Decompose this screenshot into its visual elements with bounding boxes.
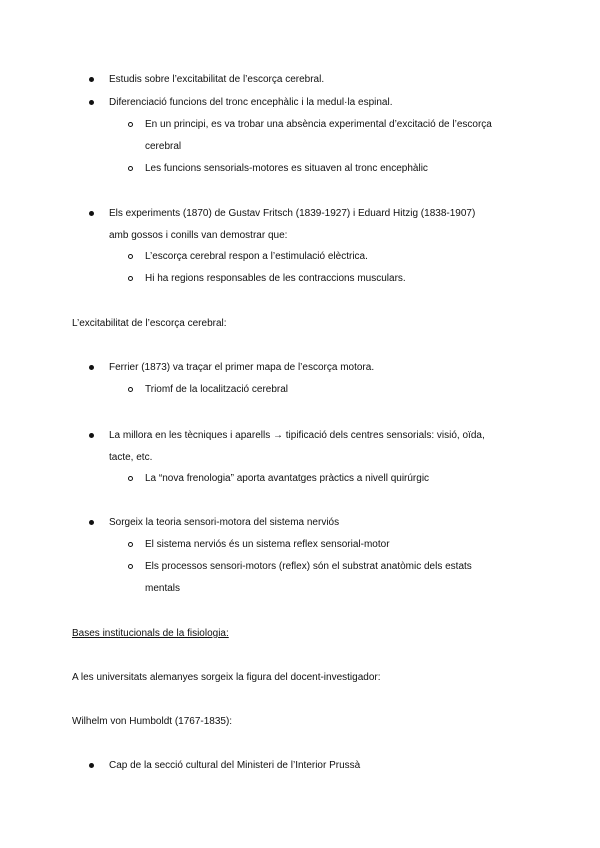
sub-list-item: El sistema nerviós és un sistema reflex sensorial-motor (145, 539, 390, 550)
sub-bullet-icon (128, 564, 133, 569)
bullet-icon (89, 433, 94, 438)
list-item: Sorgeix la teoria sensori-motora del sistema nerviós (109, 517, 340, 528)
list-item: Diferenciació funcions del tronc encephàlic i la medul·la espinal. (109, 97, 393, 108)
list-item: Cap de la secció cultural del Ministeri de l’Interior Prussà (109, 760, 361, 771)
bullet-icon (89, 365, 94, 370)
bullet-icon (89, 100, 94, 105)
sub-bullet-icon (128, 387, 133, 392)
sub-bullet-icon (128, 122, 133, 127)
bullet-icon (89, 77, 94, 82)
paragraph: Wilhelm von Humboldt (1767-1835): (72, 716, 233, 727)
sub-list-item: Hi ha regions responsables de les contraccions musculars. (145, 273, 406, 284)
sub-list-item-continuation: cerebral (145, 141, 182, 152)
sub-list-item: Triomf de la localització cerebral (145, 384, 289, 395)
sub-bullet-icon (128, 476, 133, 481)
sub-list-item: La “nova frenologia” aporta avantatges pràctics a nivell quirúrgic (145, 473, 430, 484)
section-heading: L’excitabilitat de l’escorça cerebral: (72, 318, 227, 329)
sub-list-item: Les funcions sensorials-motores es situaven al tronc encephàlic (145, 163, 428, 174)
sub-bullet-icon (128, 166, 133, 171)
list-item: La millora en les tècniques i aparells → tipificació dels centres sensorials: visió, oïda, (109, 430, 485, 441)
list-item: Els experiments (1870) de Gustav Fritsch (1839-1927) i Eduard Hitzig (1838-1907) (109, 208, 476, 219)
list-item: Ferrier (1873) va traçar el primer mapa de l’escorça motora. (109, 362, 375, 373)
list-item-continuation: tacte, etc. (109, 452, 153, 463)
sub-list-item-continuation: mentals (145, 583, 181, 594)
sub-list-item: Els processos sensori-motors (reflex) són el substrat anatòmic dels estats (145, 561, 472, 572)
sub-bullet-icon (128, 276, 133, 281)
sub-bullet-icon (128, 542, 133, 547)
paragraph: A les universitats alemanyes sorgeix la figura del docent-investigador: (72, 672, 381, 683)
sub-list-item: L’escorça cerebral respon a l’estimulació elèctrica. (145, 251, 368, 262)
sub-bullet-icon (128, 254, 133, 259)
section-heading-underlined: Bases institucionals de la fisiologia: (72, 628, 229, 639)
list-item-continuation: amb gossos i conills van demostrar que: (109, 230, 288, 241)
list-item: Estudis sobre l’excitabilitat de l’escorça cerebral. (109, 74, 325, 85)
bullet-icon (89, 763, 94, 768)
bullet-icon (89, 211, 94, 216)
bullet-icon (89, 520, 94, 525)
sub-list-item: En un principi, es va trobar una absència experimental d’excitació de l’escorça (145, 119, 492, 130)
